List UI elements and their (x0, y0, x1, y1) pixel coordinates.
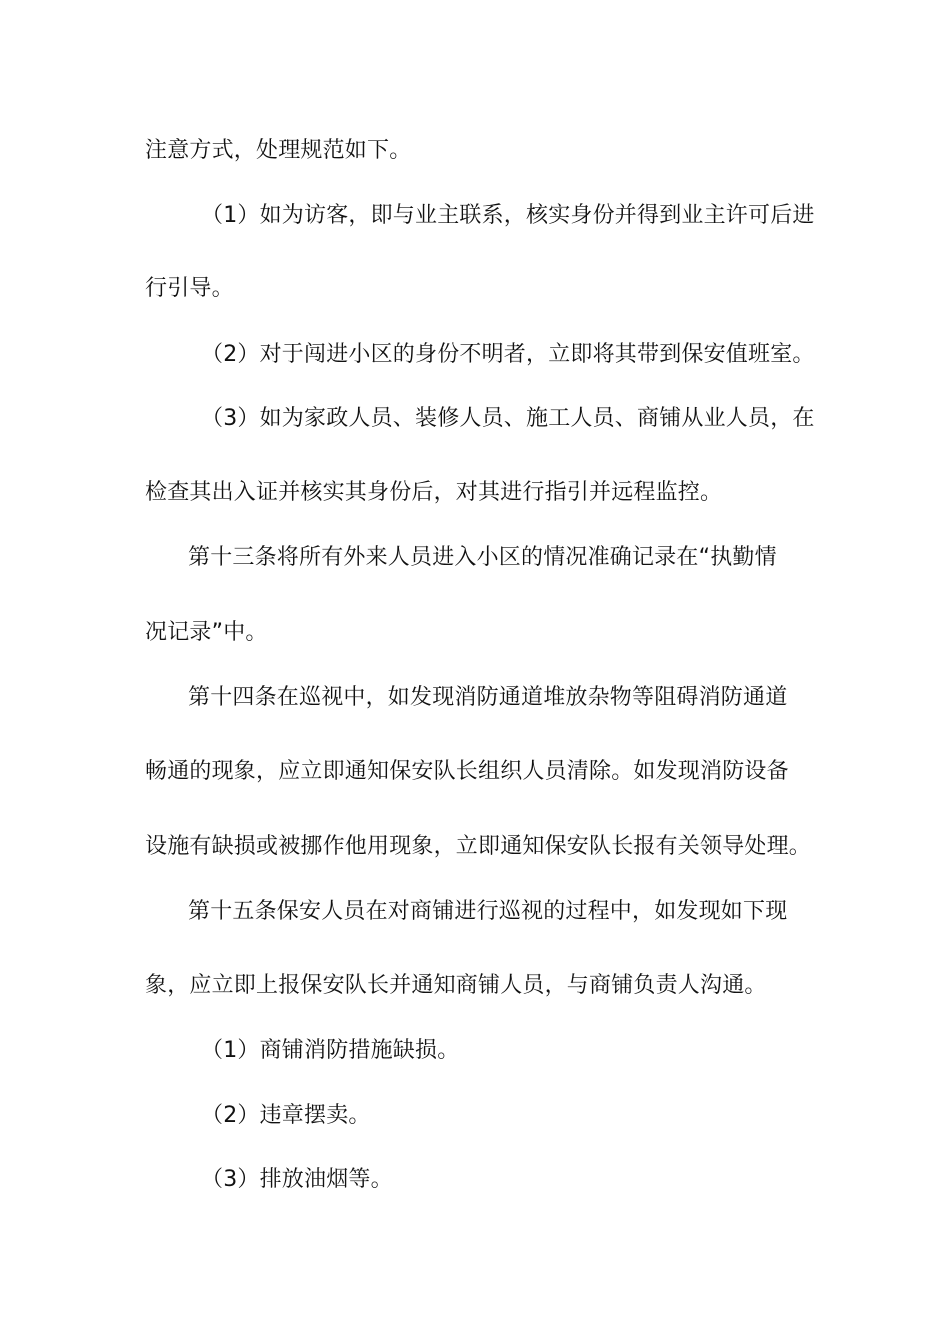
text-line: 行引导。 (145, 276, 234, 301)
article-paragraph: 第十五条保安人员在对商铺进行巡视的过程中，如发现如下现 (188, 899, 788, 924)
list-item-text: （1）如为访客，即与业主联系，核实身份并得到业主许可后进 (201, 203, 815, 228)
text-line: 况记录”中。 (145, 620, 268, 645)
article-paragraph: 第十四条在巡视中，如发现消防通道堆放杂物等阻碍消防通道 (188, 685, 788, 710)
text-line: 注意方式，处理规范如下。 (145, 138, 412, 163)
text-line: 象，应立即上报保安队长并通知商铺人员，与商铺负责人沟通。 (145, 973, 767, 998)
text-line: 检查其出入证并核实其身份后，对其进行指引并远程监控。 (145, 480, 723, 505)
list-item-text: （3）排放油烟等。 (201, 1167, 393, 1192)
text-line: 畅通的现象，应立即通知保安队长组织人员清除。如发现消防设备 (145, 759, 789, 784)
text-line: 设施有缺损或被挪作他用现象，立即通知保安队长报有关领导处理。 (145, 834, 812, 859)
article-paragraph: 第十三条将所有外来人员进入小区的情况准确记录在“执勤情 (188, 545, 777, 570)
list-item-text: （2）对于闯进小区的身份不明者，立即将其带到保安值班室。 (201, 342, 815, 367)
list-item-text: （2）违章摆卖。 (201, 1103, 371, 1128)
list-item-text: （1）商铺消防措施缺损。 (201, 1038, 460, 1063)
list-item-text: （3）如为家政人员、装修人员、施工人员、商铺从业人员，在 (201, 406, 815, 431)
